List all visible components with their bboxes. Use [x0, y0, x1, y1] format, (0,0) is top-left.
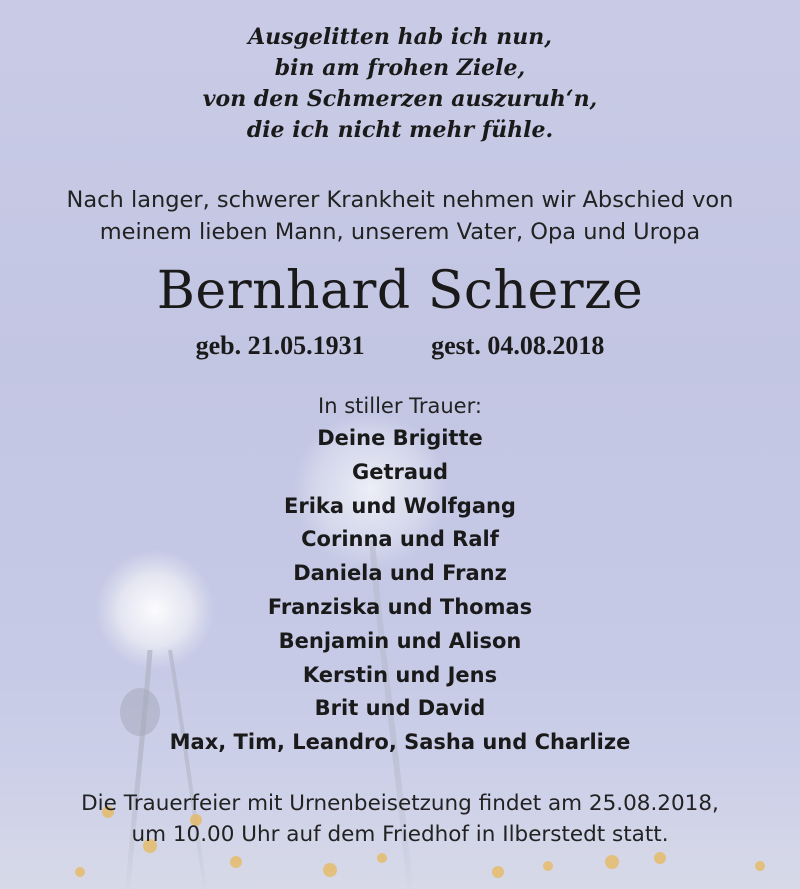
birth-date: geb. 21.05.1931: [195, 331, 365, 360]
mourner: Getraud: [351, 459, 449, 484]
funeral-line: Die Trauerfeier mit Urnenbeisetzung findet am 25.08.2018,: [81, 791, 719, 816]
deceased-name: Bernhard Scherze: [156, 261, 644, 321]
mourners-list: [0, 422, 800, 760]
mourner: Corinna und Ralf: [301, 527, 499, 552]
verse-line: Ausgelitten hab ich nun,: [248, 24, 552, 50]
intro-line: meinem lieben Mann, unserem Vater, Opa und Uropa: [99, 219, 701, 245]
intro-text: [0, 184, 800, 248]
death-date: gest. 04.08.2018: [431, 331, 605, 360]
intro-line: Nach langer, schwerer Krankheit nehmen wir Abschied von: [66, 187, 734, 213]
mourner: Brit und David: [314, 696, 486, 721]
mourners-heading: In stiller Trauer:: [318, 394, 482, 418]
mourner: Benjamin und Alison: [278, 628, 522, 653]
funeral-notice: [0, 788, 800, 850]
life-dates: [0, 330, 800, 362]
mourner: Max, Tim, Leandro, Sasha und Charlize: [169, 730, 631, 755]
mourner: Daniela und Franz: [293, 561, 507, 586]
verse-line: bin am frohen Ziele,: [274, 55, 526, 81]
verse-line: von den Schmerzen auszuruh‘n,: [202, 86, 598, 112]
mourner: Kerstin und Jens: [302, 662, 498, 687]
mourner: Franziska und Thomas: [267, 594, 533, 619]
funeral-line: um 10.00 Uhr auf dem Friedhof in Ilberstedt statt.: [131, 822, 669, 847]
mourner: Erika und Wolfgang: [284, 493, 516, 518]
verse: [0, 22, 800, 146]
verse-line: die ich nicht mehr fühle.: [246, 117, 554, 143]
mourner: Deine Brigitte: [317, 426, 483, 450]
